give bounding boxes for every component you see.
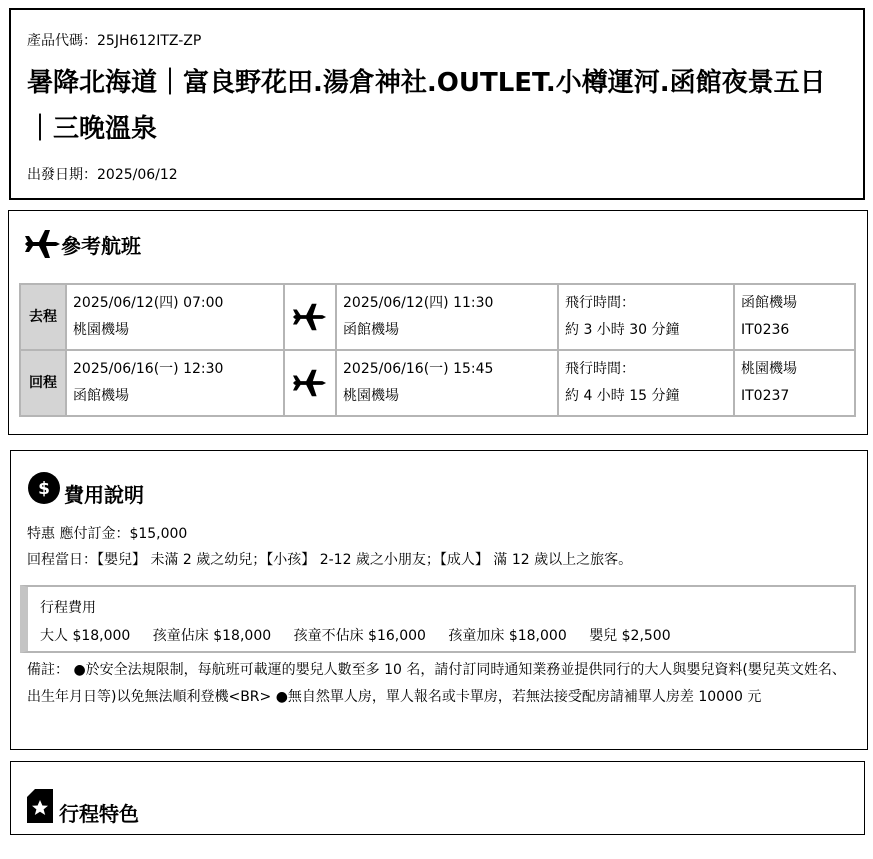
arrive-airport: 函館機場 [343,322,399,338]
fees-section [10,450,868,750]
airplane-icon [284,350,336,416]
depart-time: 2025/06/16(一) 12:30 [73,361,224,377]
features-section-title [27,784,139,827]
flight-number: IT0237 [741,388,790,404]
depart-airport: 函館機場 [73,388,129,404]
svg-text:$: $ [38,478,50,499]
duration-label: 飛行時間： [565,295,635,311]
fee-child-bed: 孩童佔床 $18,000 [152,628,272,644]
duration-label: 飛行時間： [565,361,635,377]
depart-time: 2025/06/12(四) 07:00 [73,295,224,311]
product-header [9,8,865,200]
fee-box-title: 行程費用 [40,600,96,616]
depart-airport: 桃園機場 [73,322,129,338]
flight-duration: 約 4 小時 15 分鐘 [565,388,680,404]
deposit-text: 特惠 應付訂金：$15,000 [27,526,188,542]
dollar-coin-icon [27,471,61,505]
flight-number: IT0236 [741,322,790,338]
fee-adult: 大人 $18,000 [40,628,131,644]
fee-box [20,585,856,653]
table-row [20,284,855,350]
age-definition: 回程當日：【嬰兒】 未滿 2 歲之幼兒；【小孩】 2-12 歲之小朋友；【成人】 滿 12 歲以上之旅客。 [27,552,633,568]
fee-note: 備註： ●於安全法規限制，每航班可載運的嬰兒人數至多 10 名，請付訂同時通知業務並提供同行的大人與嬰兒資料(嬰兒英文姓名、出生年月日等)以免無法順利登機<BR> ●無自然單人房，單人報名或卡單房，若無法接受配房請補單人房差 10000 元 [27,662,846,705]
fees-title-text: 費用說明 [64,483,144,507]
features-title-text: 行程特色 [59,802,139,826]
arrive-airport: 桃園機場 [343,388,399,404]
flight-table [19,283,856,417]
arrive-time: 2025/06/12(四) 11:30 [343,295,494,311]
fee-items [40,625,689,645]
dest-airport: 函館機場 [741,295,797,311]
flight-duration: 約 3 小時 30 分鐘 [565,322,680,338]
airplane-icon [284,284,336,350]
fee-infant: 嬰兒 $2,500 [589,628,671,644]
dest-airport: 桃園機場 [741,361,797,377]
departure-date: 出發日期：2025/06/12 [27,167,178,183]
page-title: 暑降北海道｜富良野花田.湯倉神社.OUTLET.小樽運河.函館夜景五日｜三晚溫泉 [27,68,826,144]
flight-direction: 回程 [20,350,66,416]
table-row [20,350,855,416]
flights-section [8,210,868,435]
fee-child-no-bed: 孩童不佔床 $16,000 [293,628,426,644]
features-section [10,761,865,835]
flights-title-text: 參考航班 [61,233,141,258]
fee-child-extra-bed: 孩童加床 $18,000 [448,628,567,644]
fees-section-title [27,467,144,508]
airplane-icon [25,229,61,259]
product-code: 產品代碼：25JH612ITZ-ZP [27,33,202,49]
flights-section-title [25,229,141,259]
flight-direction: 去程 [20,284,66,350]
arrive-time: 2025/06/16(一) 15:45 [343,361,494,377]
star-document-icon [27,789,53,823]
